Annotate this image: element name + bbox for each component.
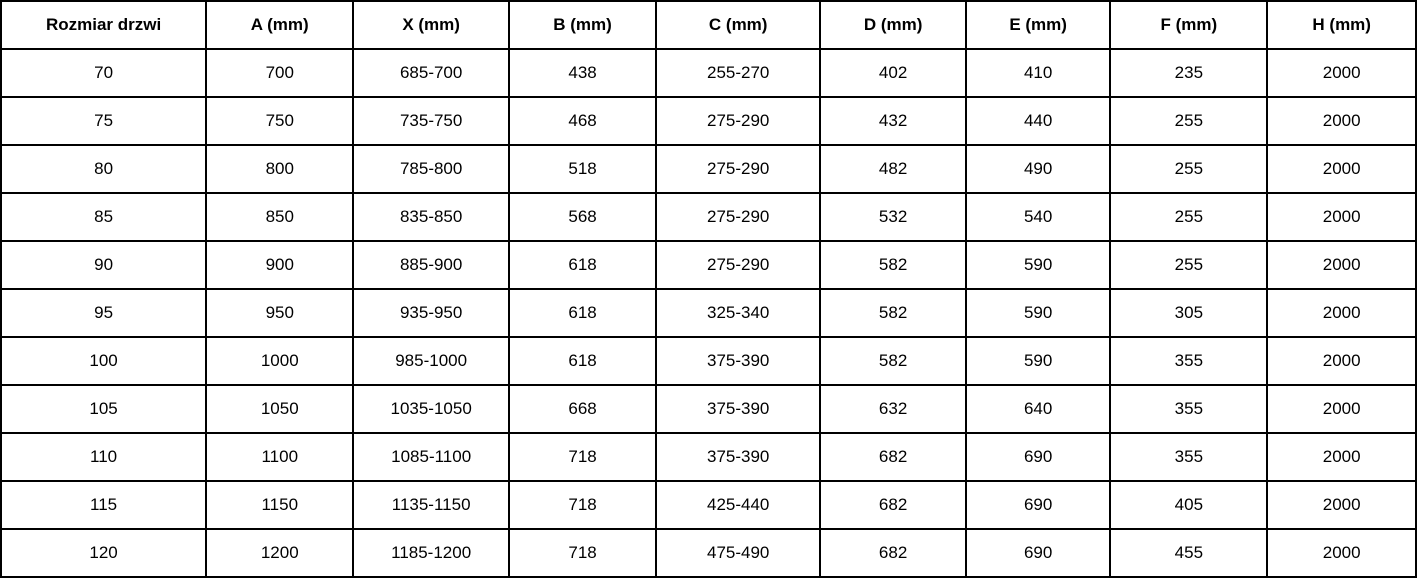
table-cell: 475-490 — [656, 529, 820, 577]
table-cell: 582 — [820, 241, 966, 289]
table-cell: 255-270 — [656, 49, 820, 97]
table-row — [1, 193, 1416, 241]
table-cell: 690 — [966, 481, 1110, 529]
table-cell: 682 — [820, 433, 966, 481]
table-cell: 582 — [820, 337, 966, 385]
table-row — [1, 49, 1416, 97]
table-cell: 255 — [1110, 193, 1267, 241]
table-cell: 718 — [509, 481, 656, 529]
table-cell: 2000 — [1267, 529, 1416, 577]
table-cell: 2000 — [1267, 289, 1416, 337]
table-row — [1, 289, 1416, 337]
table-cell: 518 — [509, 145, 656, 193]
table-cell: 275-290 — [656, 241, 820, 289]
table-cell: 355 — [1110, 337, 1267, 385]
table-cell: 1085-1100 — [353, 433, 509, 481]
table-cell: 405 — [1110, 481, 1267, 529]
table-cell: 75 — [1, 97, 206, 145]
table-cell: 100 — [1, 337, 206, 385]
table-header-row — [1, 1, 1416, 49]
table-cell: 432 — [820, 97, 966, 145]
header-h-mm: H (mm) — [1267, 1, 1416, 49]
table-cell: 375-390 — [656, 385, 820, 433]
table-row — [1, 481, 1416, 529]
table-cell: 440 — [966, 97, 1110, 145]
table-cell: 985-1000 — [353, 337, 509, 385]
header-d-mm: D (mm) — [820, 1, 966, 49]
table-cell: 85 — [1, 193, 206, 241]
table-cell: 668 — [509, 385, 656, 433]
table-cell: 235 — [1110, 49, 1267, 97]
table-cell: 275-290 — [656, 193, 820, 241]
table-cell: 800 — [206, 145, 353, 193]
table-cell: 950 — [206, 289, 353, 337]
table-cell: 568 — [509, 193, 656, 241]
table-cell: 95 — [1, 289, 206, 337]
table-cell: 618 — [509, 241, 656, 289]
table-cell: 850 — [206, 193, 353, 241]
table-cell: 532 — [820, 193, 966, 241]
table-cell: 455 — [1110, 529, 1267, 577]
table-row — [1, 145, 1416, 193]
table-cell: 120 — [1, 529, 206, 577]
table-cell: 255 — [1110, 97, 1267, 145]
table-cell: 900 — [206, 241, 353, 289]
table-cell: 618 — [509, 337, 656, 385]
table-row — [1, 337, 1416, 385]
table-cell: 2000 — [1267, 97, 1416, 145]
table-cell: 1000 — [206, 337, 353, 385]
table-cell: 885-900 — [353, 241, 509, 289]
table-row — [1, 241, 1416, 289]
header-x-mm: X (mm) — [353, 1, 509, 49]
table-row — [1, 97, 1416, 145]
table-cell: 1100 — [206, 433, 353, 481]
table-cell: 2000 — [1267, 145, 1416, 193]
table-cell: 305 — [1110, 289, 1267, 337]
table-row — [1, 529, 1416, 577]
table-cell: 2000 — [1267, 49, 1416, 97]
table-cell: 685-700 — [353, 49, 509, 97]
table-cell: 482 — [820, 145, 966, 193]
table-cell: 105 — [1, 385, 206, 433]
table-cell: 438 — [509, 49, 656, 97]
table-cell: 1200 — [206, 529, 353, 577]
table-cell: 1150 — [206, 481, 353, 529]
table-cell: 618 — [509, 289, 656, 337]
table-cell: 2000 — [1267, 385, 1416, 433]
table-cell: 1035-1050 — [353, 385, 509, 433]
table-cell: 2000 — [1267, 337, 1416, 385]
table-cell: 255 — [1110, 241, 1267, 289]
table-cell: 425-440 — [656, 481, 820, 529]
table-cell: 2000 — [1267, 193, 1416, 241]
table-cell: 735-750 — [353, 97, 509, 145]
table-cell: 582 — [820, 289, 966, 337]
table-cell: 718 — [509, 433, 656, 481]
table-row — [1, 385, 1416, 433]
table-body — [1, 49, 1416, 577]
table-cell: 355 — [1110, 433, 1267, 481]
table-cell: 2000 — [1267, 481, 1416, 529]
table-cell: 110 — [1, 433, 206, 481]
table-cell: 690 — [966, 529, 1110, 577]
table-cell: 718 — [509, 529, 656, 577]
table-cell: 490 — [966, 145, 1110, 193]
header-e-mm: E (mm) — [966, 1, 1110, 49]
header-b-mm: B (mm) — [509, 1, 656, 49]
table-cell: 640 — [966, 385, 1110, 433]
table-cell: 590 — [966, 337, 1110, 385]
table-cell: 1050 — [206, 385, 353, 433]
table-cell: 935-950 — [353, 289, 509, 337]
table-cell: 80 — [1, 145, 206, 193]
table-cell: 540 — [966, 193, 1110, 241]
table-cell: 325-340 — [656, 289, 820, 337]
table-row — [1, 433, 1416, 481]
table-cell: 410 — [966, 49, 1110, 97]
table-cell: 375-390 — [656, 337, 820, 385]
table-cell: 590 — [966, 289, 1110, 337]
table-cell: 375-390 — [656, 433, 820, 481]
table-cell: 275-290 — [656, 97, 820, 145]
table-cell: 750 — [206, 97, 353, 145]
header-c-mm: C (mm) — [656, 1, 820, 49]
table-cell: 1185-1200 — [353, 529, 509, 577]
table-cell: 90 — [1, 241, 206, 289]
table-cell: 590 — [966, 241, 1110, 289]
table-cell: 70 — [1, 49, 206, 97]
table-cell: 1135-1150 — [353, 481, 509, 529]
table-cell: 2000 — [1267, 241, 1416, 289]
header-a-mm: A (mm) — [206, 1, 353, 49]
header-f-mm: F (mm) — [1110, 1, 1267, 49]
table-cell: 785-800 — [353, 145, 509, 193]
table-cell: 402 — [820, 49, 966, 97]
table-cell: 275-290 — [656, 145, 820, 193]
table-cell: 468 — [509, 97, 656, 145]
table-cell: 2000 — [1267, 433, 1416, 481]
table-cell: 355 — [1110, 385, 1267, 433]
table-cell: 115 — [1, 481, 206, 529]
table-cell: 700 — [206, 49, 353, 97]
table-cell: 682 — [820, 481, 966, 529]
header-rozmiar-drzwi: Rozmiar drzwi — [1, 1, 206, 49]
table-cell: 255 — [1110, 145, 1267, 193]
table-cell: 835-850 — [353, 193, 509, 241]
table-cell: 632 — [820, 385, 966, 433]
table-cell: 690 — [966, 433, 1110, 481]
table-cell: 682 — [820, 529, 966, 577]
